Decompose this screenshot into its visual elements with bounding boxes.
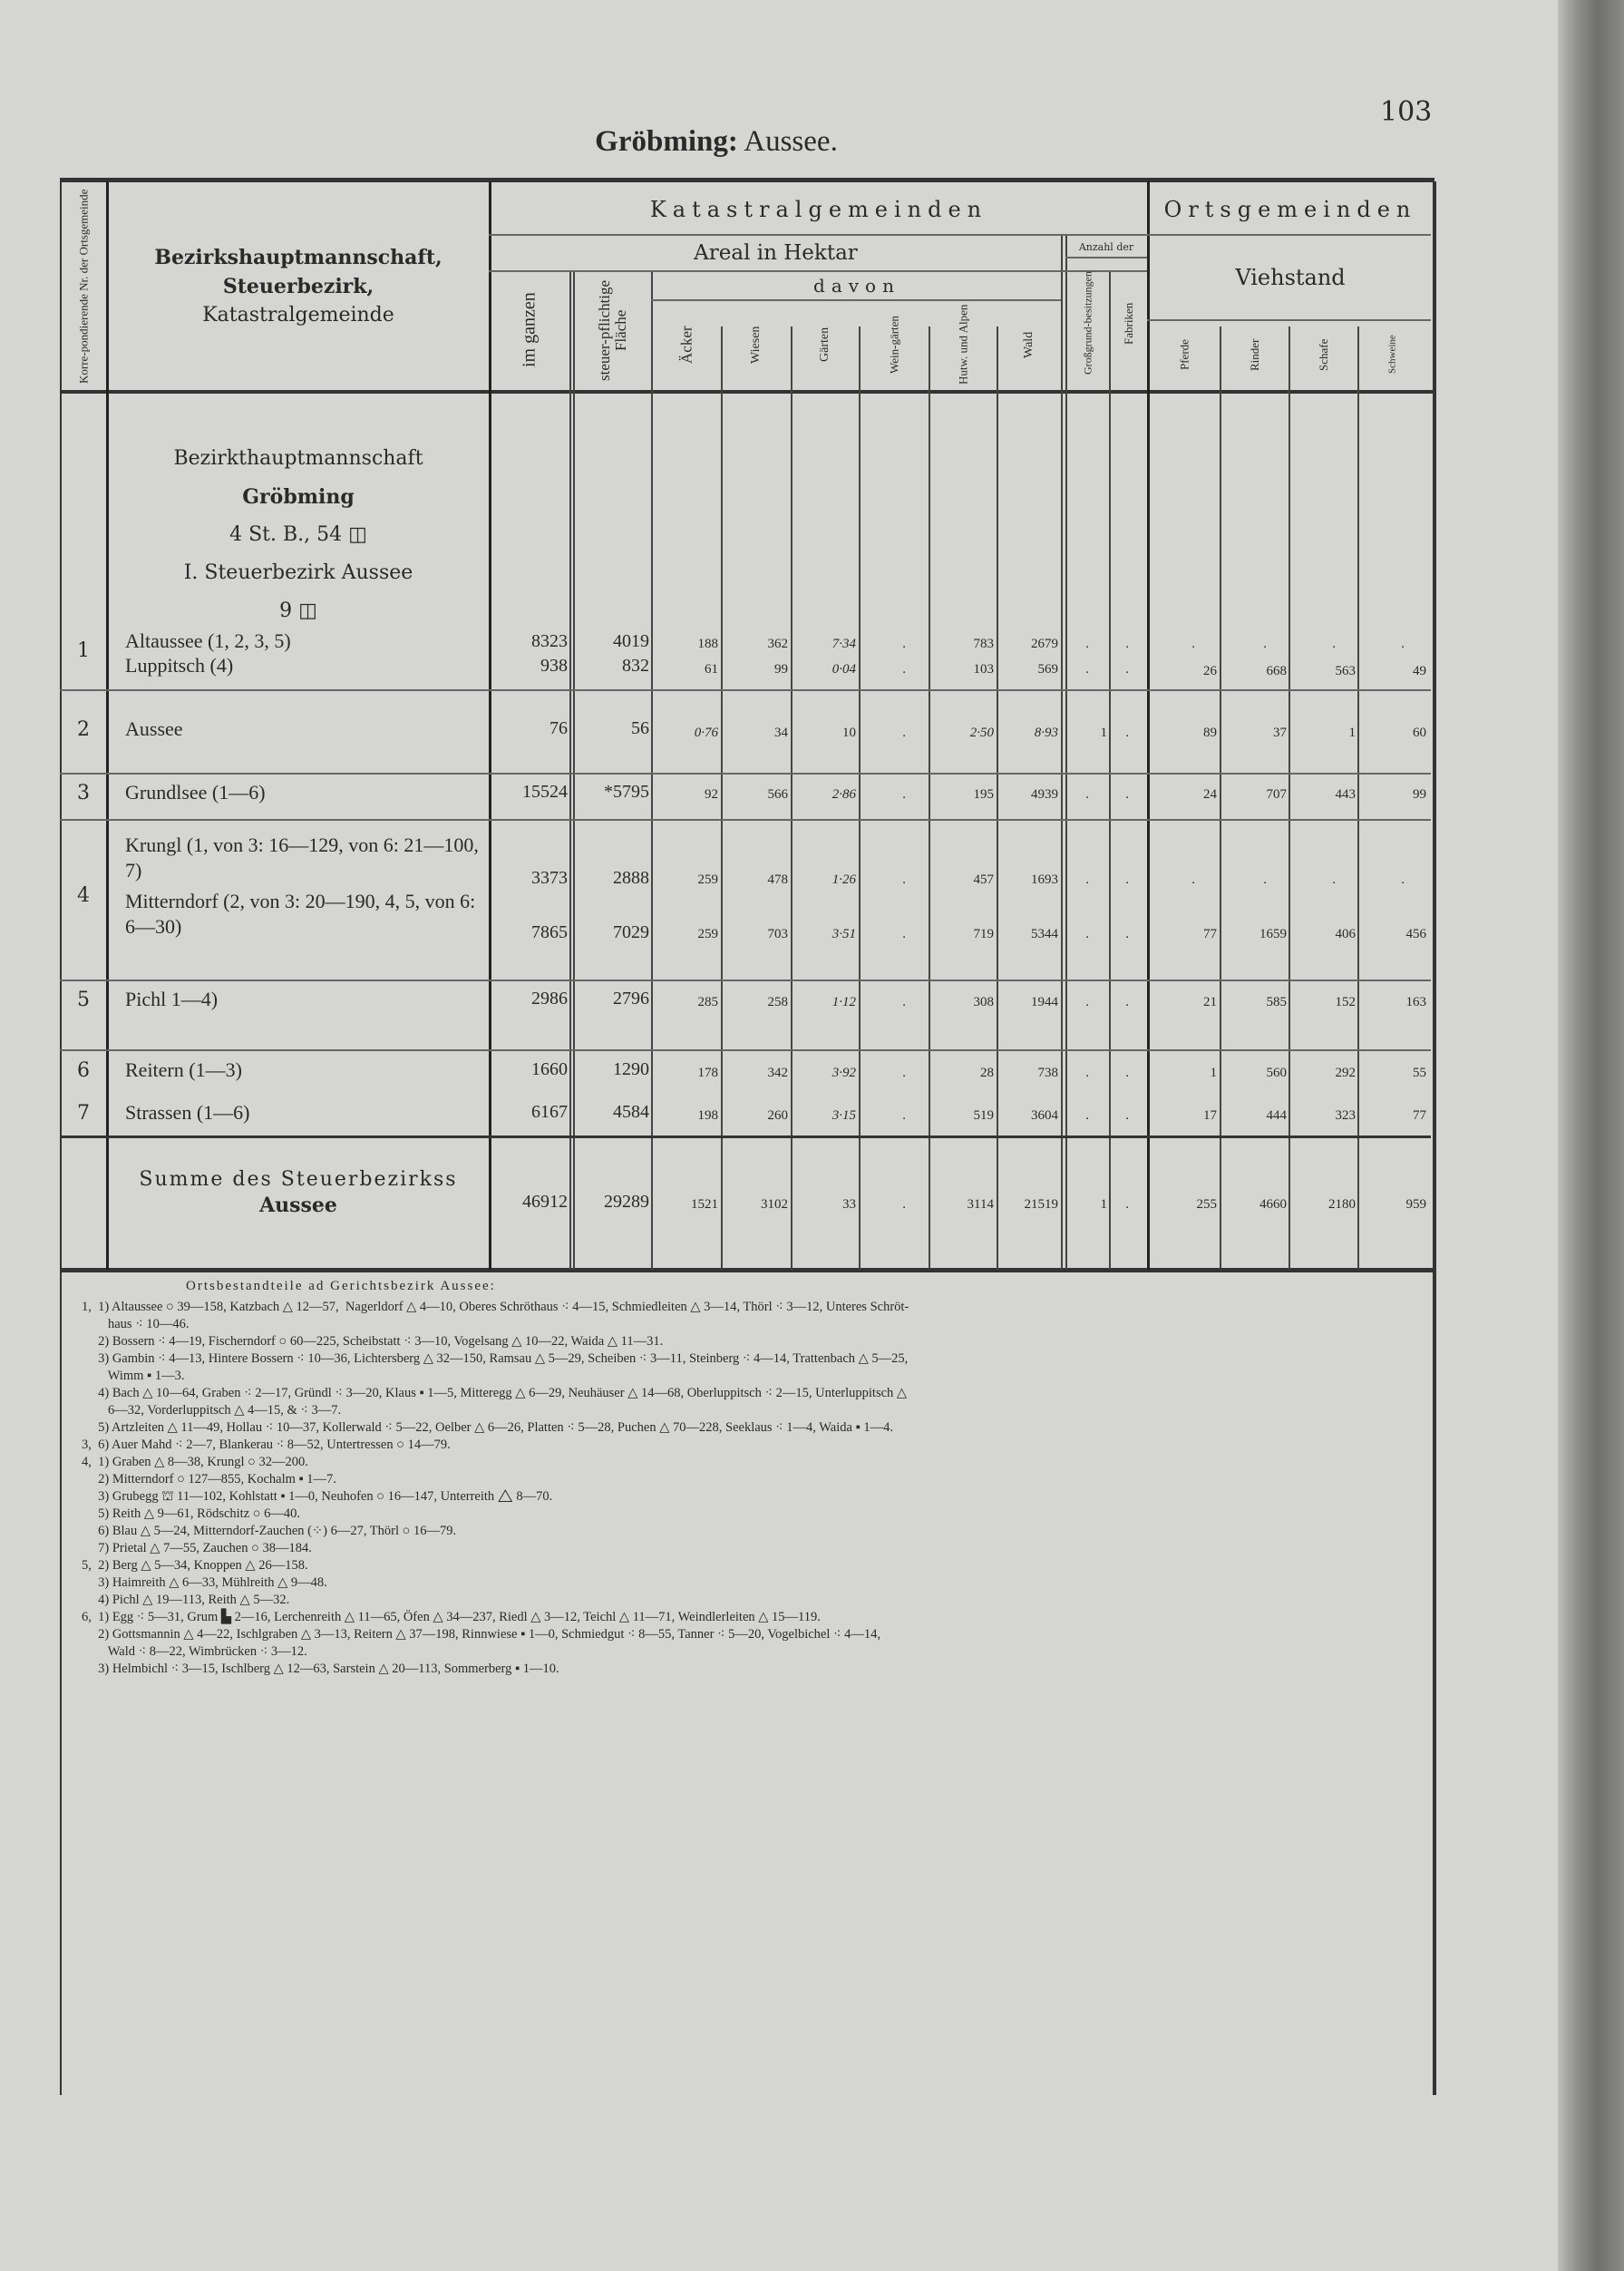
cell-hutw: 103 (973, 662, 994, 677)
cell-weingaerten: . (902, 637, 906, 651)
cell-steuerpfl: 2796 (613, 989, 649, 1009)
header-im-ganzen: im ganzen (519, 292, 540, 368)
intro-line3: 4 St. B., 54 ◫ (229, 523, 367, 546)
cell-fabriken: . (1125, 637, 1129, 651)
footnote-line: 4, 1) Graben △ 8—38, Krungl ○ 32—200. (82, 1455, 308, 1469)
header-wiesen: Wiesen (749, 326, 763, 364)
cell-weingaerten: . (902, 872, 906, 887)
cell-im-ganzen: 2986 (531, 989, 568, 1009)
cell-weingaerten: . (902, 726, 906, 740)
cell-grossgrund: . (1085, 637, 1089, 651)
cell-im-ganzen: 1660 (531, 1059, 568, 1079)
cell-weingaerten: . (902, 1066, 906, 1080)
row-nr: 5 (77, 989, 90, 1011)
row-nr: 7 (77, 1102, 90, 1125)
cell-fabriken: . (1125, 662, 1129, 677)
cell-fabriken: . (1125, 726, 1129, 740)
cell-rinder: . (1263, 872, 1267, 887)
row-nr: 6 (77, 1059, 90, 1082)
cell-pferde: 89 (1203, 726, 1217, 740)
cell-aecker: 198 (697, 1108, 718, 1123)
cell-pferde: . (1191, 872, 1195, 887)
footnote-line: 3) Helmbichl ⁖ 3—15, Ischlberg △ 12—63, Sarstein △ 20—113, Sommerberg ▪ 1—10. (82, 1662, 559, 1676)
cell-fabriken: . (1125, 1108, 1129, 1123)
table-bottom-rule (60, 1268, 1434, 1272)
cell-steuerpfl: 832 (622, 656, 649, 676)
page-title (0, 125, 1433, 159)
cell-schweine: 49 (1413, 664, 1426, 678)
cell-wald: 1944 (1031, 995, 1058, 1009)
cell-wiesen: 34 (774, 726, 788, 740)
header-viehstand: Viehstand (1235, 265, 1346, 290)
cell-schafe: 563 (1335, 664, 1356, 678)
cell-gaerten: 3·92 (831, 1066, 856, 1080)
footnote-line: 1, 1) Altaussee ○ 39—158, Katzbach △ 12—57, Nagerldorf △ 4—10, Oberes Schröthaus ⁖ 4—15, Schmiedleiten △ 3—14, Thörl ⁖ 3—12, Unteres Schröt- (82, 1300, 909, 1314)
cell-pferde: 24 (1203, 787, 1217, 802)
cell-schweine: 60 (1413, 726, 1426, 740)
header-areal: Areal in Hektar (694, 241, 858, 265)
intro-line2: Gröbming (242, 485, 355, 509)
sum-weingaerten: . (902, 1197, 906, 1212)
cell-grossgrund: . (1085, 927, 1089, 941)
sum-steuerpfl: 29289 (604, 1192, 649, 1212)
sum-wald: 21519 (1024, 1197, 1058, 1212)
footnote-line: 3) Grubegg ⛫ 11—102, Kohlstatt ▪ 1—0, Neuhofen ○ 16—147, Unterreith △ 8—70. (82, 1489, 553, 1504)
footnote-line: 5) Artzleiten △ 11—49, Hollau ⁖ 10—37, Kollerwald ⁖ 5—22, Oelber △ 6—26, Platten ⁖ 5—28, Puchen △ 70—228, Seeklaus ⁖ 1—4, Waida ▪ 1—4. (82, 1420, 893, 1435)
cell-weingaerten: . (902, 995, 906, 1009)
cell-steuerpfl: *5795 (604, 782, 649, 802)
cell-schafe: 152 (1335, 995, 1356, 1009)
cell-wald: 4939 (1031, 787, 1058, 802)
cell-wiesen: 258 (767, 995, 788, 1009)
title-district: Gröbming: (595, 125, 738, 158)
cell-wald: 2679 (1031, 637, 1058, 651)
sum-label (109, 1161, 488, 1224)
sum-im-ganzen: 46912 (522, 1192, 568, 1212)
footnote-line: 3, 6) Auer Mahd ⁖ 2—7, Blankerau ⁖ 8—52, Untertressen ○ 14—79. (82, 1438, 451, 1452)
cell-hutw: 195 (973, 787, 994, 802)
header-anzahl: Anzahl der (1078, 240, 1134, 253)
cell-im-ganzen: 7865 (531, 922, 568, 942)
cell-steuerpfl: 56 (631, 718, 649, 738)
cell-aecker: 259 (697, 927, 718, 941)
cell-gaerten: 7·34 (831, 637, 856, 651)
footnote-line: 2) Bossern ⁖ 4—19, Fischerndorf ○ 60—225, Scheibstatt ⁖ 3—10, Vogelsang △ 10—22, Waida △ 11—31. (82, 1334, 664, 1349)
cell-wiesen: 703 (767, 927, 788, 941)
sum-aecker: 1521 (691, 1197, 718, 1212)
header-schafe: Schafe (1317, 338, 1331, 371)
cell-pferde: 1 (1210, 1066, 1217, 1080)
footnotes-heading: Ortsbestandteile ad Gerichtsbezirk Aussee: (186, 1279, 496, 1293)
cell-steuerpfl: 7029 (613, 922, 649, 942)
cell-gaerten: 3·51 (831, 927, 856, 941)
cell-schafe: 292 (1335, 1066, 1356, 1080)
cell-steuerpfl: 2888 (613, 868, 649, 888)
cell-schweine: 55 (1413, 1066, 1426, 1080)
title-subdistrict: Aussee. (737, 125, 838, 158)
sum-fabriken: . (1125, 1197, 1129, 1212)
sum-wiesen: 3102 (761, 1197, 788, 1212)
cell-gaerten: 10 (842, 726, 856, 740)
header-name-line2: Steuerbezirk, (222, 275, 374, 298)
cell-schafe: . (1332, 872, 1336, 887)
cell-steuerpfl: 1290 (613, 1059, 649, 1079)
cell-aecker: 178 (697, 1066, 718, 1080)
row-name: Grundlsee (1—6) (125, 781, 266, 804)
cell-pferde: 77 (1203, 927, 1217, 941)
footnote-line: 4) Bach △ 10—64, Graben ⁖ 2—17, Gründl ⁖ 3—20, Klaus ▪ 1—5, Mitteregg △ 6—29, Neuhäuser △ 14—68, Oberluppitsch ⁖ 2—15, Unterluppitsch △ (82, 1386, 908, 1400)
cell-schafe: 1 (1348, 726, 1356, 740)
cell-gaerten: 0·04 (831, 662, 856, 677)
cell-schweine: 77 (1413, 1108, 1426, 1123)
sum-grossgrund: 1 (1100, 1197, 1107, 1212)
cell-schafe: 443 (1335, 787, 1356, 802)
cell-rinder: 1659 (1259, 927, 1287, 941)
cell-aecker: 92 (705, 787, 718, 802)
footnote-line: 3) Haimreith △ 6—33, Mühlreith △ 9—48. (82, 1575, 327, 1590)
cell-wiesen: 342 (767, 1066, 788, 1080)
header-name-line1: Bezirkshauptmannschaft, (154, 246, 442, 269)
sum-hutw: 3114 (967, 1197, 994, 1212)
footnote-line: 6, 1) Egg ⁖ 5—31, Grum ▙ 2—16, Lerchenreith △ 11—65, Öfen △ 34—237, Riedl △ 3—12, Teichl △ 11—71, Weindlerleiten △ 15—119. (82, 1610, 821, 1624)
sum-schafe: 2180 (1328, 1197, 1356, 1212)
cell-weingaerten: . (902, 787, 906, 802)
cell-hutw: 308 (973, 995, 994, 1009)
header-katastralgemeinden: Katastralgemeinden (649, 197, 988, 222)
intro-line4: I. Steuerbezirk Aussee (183, 561, 413, 584)
cell-gaerten: 1·26 (831, 872, 856, 887)
row-name: Strassen (1—6) (125, 1101, 250, 1124)
header-nr: Korre-pondierende Nr. der Ortsgemeinde (76, 189, 91, 385)
cell-wiesen: 260 (767, 1108, 788, 1123)
header-wald: Wald (1022, 331, 1036, 358)
header-pferde: Pferde (1177, 339, 1191, 370)
cell-gaerten: 3·15 (831, 1108, 856, 1123)
cell-fabriken: . (1125, 995, 1129, 1009)
cell-fabriken: . (1125, 1066, 1129, 1080)
cell-steuerpfl: 4019 (613, 631, 649, 651)
header-grossgrund: Großgrund-besitzungen (1081, 271, 1094, 375)
cell-grossgrund: . (1085, 995, 1089, 1009)
cell-schweine: 163 (1405, 995, 1426, 1009)
cell-schafe: 406 (1335, 927, 1356, 941)
footnote-line: 5) Reith △ 9—61, Rödschitz ○ 6—40. (82, 1506, 301, 1521)
footnote-line: Wald ⁖ 8—22, Wimbrücken ⁖ 3—12. (82, 1644, 307, 1659)
cell-hutw: 2·50 (969, 726, 994, 740)
cell-grossgrund: . (1085, 1066, 1089, 1080)
cell-wald: 738 (1037, 1066, 1058, 1080)
header-davon: davon (813, 275, 900, 297)
sum-gaerten: 33 (842, 1197, 856, 1212)
sum-rinder: 4660 (1259, 1197, 1287, 1212)
sum-label-line2: Aussee (259, 1194, 337, 1217)
row-name: Luppitsch (4) (125, 654, 234, 677)
cell-schafe: . (1332, 637, 1336, 651)
cell-fabriken: . (1125, 787, 1129, 802)
cell-im-ganzen: 3373 (531, 868, 568, 888)
footnote-line: 4) Pichl △ 19—113, Reith △ 5—32. (82, 1593, 290, 1607)
cell-aecker: 259 (697, 872, 718, 887)
cell-rinder: 585 (1266, 995, 1287, 1009)
cell-wald: 8·93 (1034, 726, 1058, 740)
footnote-line: 6) Blau △ 5—24, Mitterndorf-Zauchen (⁘) 6—27, Thörl ○ 16—79. (82, 1524, 457, 1538)
row-name: Krungl (1, von 3: 16—129, von 6: 21—100, 7) (125, 833, 479, 882)
cell-schweine: . (1401, 872, 1405, 887)
cell-pferde: 26 (1203, 664, 1217, 678)
cell-rinder: 668 (1266, 664, 1287, 678)
cell-im-ganzen: 15524 (522, 782, 568, 802)
book-binding (1558, 0, 1624, 2271)
header-steuerpflichtig: steuer-pflichtige Fläche (596, 279, 629, 381)
header-fabriken: Fabriken (1122, 302, 1136, 345)
cell-wald: 569 (1037, 662, 1058, 677)
footnote-line: haus ⁖ 10—46. (82, 1317, 190, 1331)
cell-hutw: 457 (973, 872, 994, 887)
header-aecker: Äcker (677, 326, 695, 364)
header-hutweide: Hutw. und Alpen (956, 304, 970, 385)
row-nr: 2 (77, 718, 90, 741)
cell-rinder: 444 (1266, 1108, 1287, 1123)
header-weingaerten: Wein-gärten (887, 316, 901, 374)
cell-weingaerten: . (902, 1108, 906, 1123)
cell-wald: 5344 (1031, 927, 1058, 941)
cell-hutw: 28 (980, 1066, 994, 1080)
cell-im-ganzen: 8323 (531, 631, 568, 651)
cell-grossgrund: . (1085, 787, 1089, 802)
cell-grossgrund: . (1085, 1108, 1089, 1123)
header-gaerten: Gärten (818, 327, 832, 363)
cell-aecker: 0·76 (694, 726, 718, 740)
header-name (109, 186, 488, 387)
row-name: Altaussee (1, 2, 3, 5) (125, 629, 291, 652)
cell-rinder: 707 (1266, 787, 1287, 802)
district-intro (109, 435, 488, 635)
cell-steuerpfl: 4584 (613, 1102, 649, 1122)
cell-im-ganzen: 938 (540, 656, 568, 676)
sum-label-line1: Summe des Steuerbezirkss (139, 1168, 458, 1191)
cell-rinder: 37 (1273, 726, 1287, 740)
cell-schweine: 99 (1413, 787, 1426, 802)
intro-line1: Bezirkthauptmannschaft (173, 447, 423, 470)
sum-pferde: 255 (1196, 1197, 1217, 1212)
footnote-line: 2) Gottsmannin △ 4—22, Ischlgraben △ 3—13, Reitern △ 37—198, Rinnwiese ▪ 1—0, Schmiedgut ⁖ 8—55, Tanner ⁖ 5—20, Vogelbichel ⁖ 4—14, (82, 1627, 881, 1642)
cell-pferde: 21 (1203, 995, 1217, 1009)
cell-schafe: 323 (1335, 1108, 1356, 1123)
header-rinder: Rinder (1248, 338, 1262, 371)
cell-aecker: 285 (697, 995, 718, 1009)
cell-grossgrund: . (1085, 662, 1089, 677)
cell-wald: 3604 (1031, 1108, 1058, 1123)
header-bottom-rule (60, 390, 1434, 394)
cell-grossgrund: 1 (1100, 726, 1107, 740)
top-rule (60, 178, 1434, 182)
cell-im-ganzen: 76 (549, 718, 568, 738)
cell-wiesen: 566 (767, 787, 788, 802)
sum-schweine: 959 (1405, 1197, 1426, 1212)
header-ortsgemeinden: Ortsgemeinden (1163, 197, 1417, 222)
header-name-line3: Katastralgemeinde (202, 304, 394, 327)
cell-wiesen: 99 (774, 662, 788, 677)
cell-wiesen: 478 (767, 872, 788, 887)
cell-hutw: 519 (973, 1108, 994, 1123)
row-nr: 3 (77, 782, 90, 804)
cell-hutw: 783 (973, 637, 994, 651)
row-name: Aussee (125, 717, 183, 740)
cell-weingaerten: . (902, 662, 906, 677)
footnote-line: 3) Gambin ⁖ 4—13, Hintere Bossern ⁖ 10—36, Lichtersberg △ 32—150, Ramsau △ 5—29, Scheiben ⁖ 3—11, Steinberg ⁖ 4—14, Trattenbach △ 5—25, (82, 1351, 909, 1366)
cell-gaerten: 1·12 (831, 995, 856, 1009)
cell-aecker: 61 (705, 662, 718, 677)
footnote-line: 7) Prietal △ 7—55, Zauchen ○ 38—184. (82, 1541, 312, 1555)
header-schweine: Schweine (1386, 335, 1398, 375)
cell-pferde: . (1191, 637, 1195, 651)
cell-grossgrund: . (1085, 872, 1089, 887)
cell-gaerten: 2·86 (831, 787, 856, 802)
row-name: Reitern (1—3) (125, 1058, 242, 1081)
cell-fabriken: . (1125, 872, 1129, 887)
cell-wiesen: 362 (767, 637, 788, 651)
footnote-line: 2) Mitterndorf ○ 127—855, Kochalm ▪ 1—7. (82, 1472, 336, 1486)
row-name: Mitterndorf (2, von 3: 20—190, 4, 5, von 6: 6—30) (125, 890, 476, 938)
row-nr: 1 (77, 639, 90, 662)
cell-schweine: . (1401, 637, 1405, 651)
cell-fabriken: . (1125, 927, 1129, 941)
cell-rinder: 560 (1266, 1066, 1287, 1080)
cell-wald: 1693 (1031, 872, 1058, 887)
intro-line5: 9 ◫ (279, 599, 317, 622)
row-name: Pichl 1—4) (125, 988, 219, 1010)
cell-weingaerten: . (902, 927, 906, 941)
footnote-line: 5, 2) Berg △ 5—34, Knoppen △ 26—158. (82, 1558, 308, 1573)
cell-rinder: . (1263, 637, 1267, 651)
cell-aecker: 188 (697, 637, 718, 651)
footnote-line: Wimm ▪ 1—3. (82, 1369, 185, 1383)
cell-schweine: 456 (1405, 927, 1426, 941)
cell-im-ganzen: 6167 (531, 1102, 568, 1122)
cell-pferde: 17 (1203, 1108, 1217, 1123)
footnote-line: 6—32, Vorderluppitsch △ 4—15, & ⁖ 3—7. (82, 1403, 342, 1418)
cell-hutw: 719 (973, 927, 994, 941)
row-nr: 4 (77, 884, 90, 907)
page-number: 103 (1380, 96, 1433, 128)
